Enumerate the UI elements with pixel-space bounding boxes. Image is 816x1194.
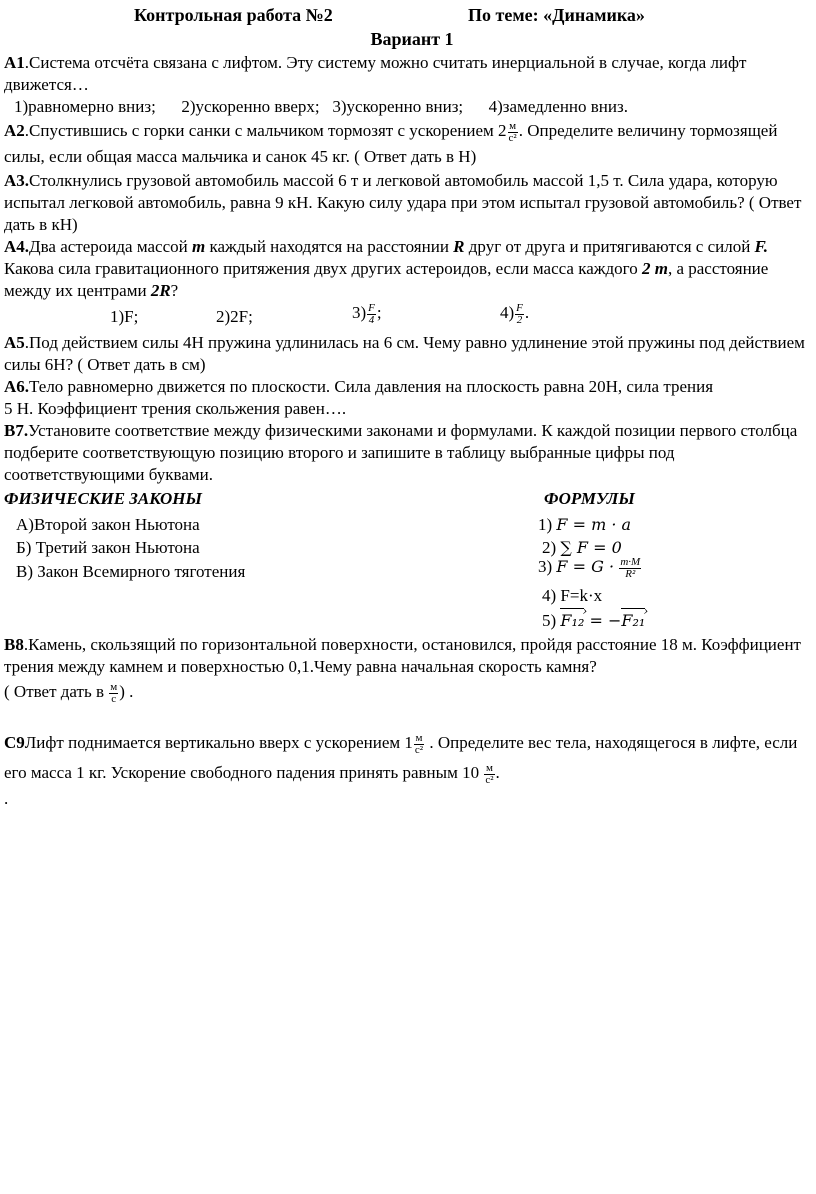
formula-4: 4) F=k·x [542,586,603,605]
worksheet-title: Контрольная работа №2 [134,5,333,25]
matching-table [4,488,812,628]
question-a6 [4,376,812,420]
question-label: А5 [4,333,25,352]
question-label: А6. [4,377,30,396]
option-4: 4) $\frac{F}{2}$ . [500,301,530,326]
question-a1-options: 1)равномерно вниз; 2)ускоренно вверх; 3)ускоренно вниз; 4)замедленно вниз. [14,97,628,116]
law-item: А)Второй закон Ньютона [16,515,200,534]
question-c9: С9Лифт поднимается вертикально вверх с ускорением 1 $\frac{м}{\text{с²}}$ . Определите вес тела, находящегося в лифте, если его масса 1 кг. Ускорение свободного падения принять равным 10 $\frac{м}{\text{с²}}$ . [4,731,798,786]
question-text: .Система отсчёта связана с лифтом. Эту систему можно считать инерциальной в случае, когда лифт движется… [4,53,747,94]
unit-fraction: $\frac{м}{\text{с²}}$ [508,119,517,144]
question-text: .Спустившись с горки санки с мальчиком тормозят с ускорением 2 [24,121,507,140]
law-item: Б) Третий закон Ньютона [16,538,200,557]
question-label: А1 [4,53,25,72]
question-label: А3. [4,171,30,190]
question-b7 [4,420,812,486]
formula-5: 5) F₁₂ › = −F₂₁ › [542,608,645,632]
question-label: В7. [4,421,29,440]
question-label: С9 [4,733,25,752]
question-label: А4. [4,237,30,256]
question-a3 [4,170,812,236]
formula-2: 2) ∑ F = 0 [542,538,622,557]
option-2: 2)2F; [216,307,253,326]
formula-1: 1) F = m · a [538,515,632,534]
question-a4-options [4,302,812,332]
question-a4: А4.Два астероида массой m каждый находятся на расстоянии R друг от друга и притягиваются с силой F. Какова сила гравитационного притяжения двух других астероидов, если масса каждого 2 m, а расстояние между их центрами 2R? [4,237,769,300]
question-text-cont: . Определите величину тормозящей силы, если общая масса мальчика и санок 45 кг. ( Ответ дать в Н) [4,121,778,166]
question-a2 [4,118,812,170]
formulas-header: ФОРМУЛЫ [544,489,635,508]
question-text: Столкнулись грузовой автомобиль массой 6 т и легковой автомобиль массой 1,5 т. Сила удара, которую испытал легковой автомобиль, равна 9 кН. Какую силу удара при этом испытал грузовой автомобиль? ( Ответ дать в кН) [4,171,802,234]
question-a5 [4,332,812,376]
trailing-mark: . [4,789,9,808]
question-text: Тело равномерно движется по плоскости. Сила давления на плоскость равна 20Н, сила трения [29,377,714,396]
question-label: В8 [4,635,24,654]
option-3: 3) $\frac{F}{4}$ ; [352,301,382,326]
laws-header: ФИЗИЧЕСКИЕ ЗАКОНЫ [4,489,202,508]
option-1: 1)F; [110,307,139,326]
question-a1 [4,52,812,96]
question-text-line2: 5 Н. Коэффициент трения скольжения равен…. [4,399,347,418]
worksheet-topic: По теме: «Динамика» [468,5,645,25]
question-text: .Под действием силы 4Н пружина удлинилась на 6 см. Чему равно удлинение этой пружины под действием силы 6Н? ( Ответ дать в см) [4,333,805,374]
variant-title: Вариант 1 [370,29,454,49]
formula-3: 3) F = G · $\frac{m\cdot M}{\text{R²}}$ [538,555,641,580]
question-b8-answer: ( Ответ дать в $\frac{м}{с}$ ) . [4,680,134,705]
question-b8 [4,634,812,678]
question-text: .Камень, скользящий по горизонтальной поверхности, остановился, пройдя расстояние 18 м. Коэффициент трения между камнем и поверхностью 0,1.Чему равна начальная скорость камня? [4,635,801,676]
question-label: А2 [4,121,25,140]
law-item: В) Закон Всемирного тяготения [16,562,246,581]
header [0,4,816,28]
question-text: Установите соответствие между физическими законами и формулами. К каждой позиции первого столбца подберите соответствующую позицию второго и запишите в таблицу выбранные цифры под соответствующими буквами. [4,421,798,484]
questions [4,52,812,810]
